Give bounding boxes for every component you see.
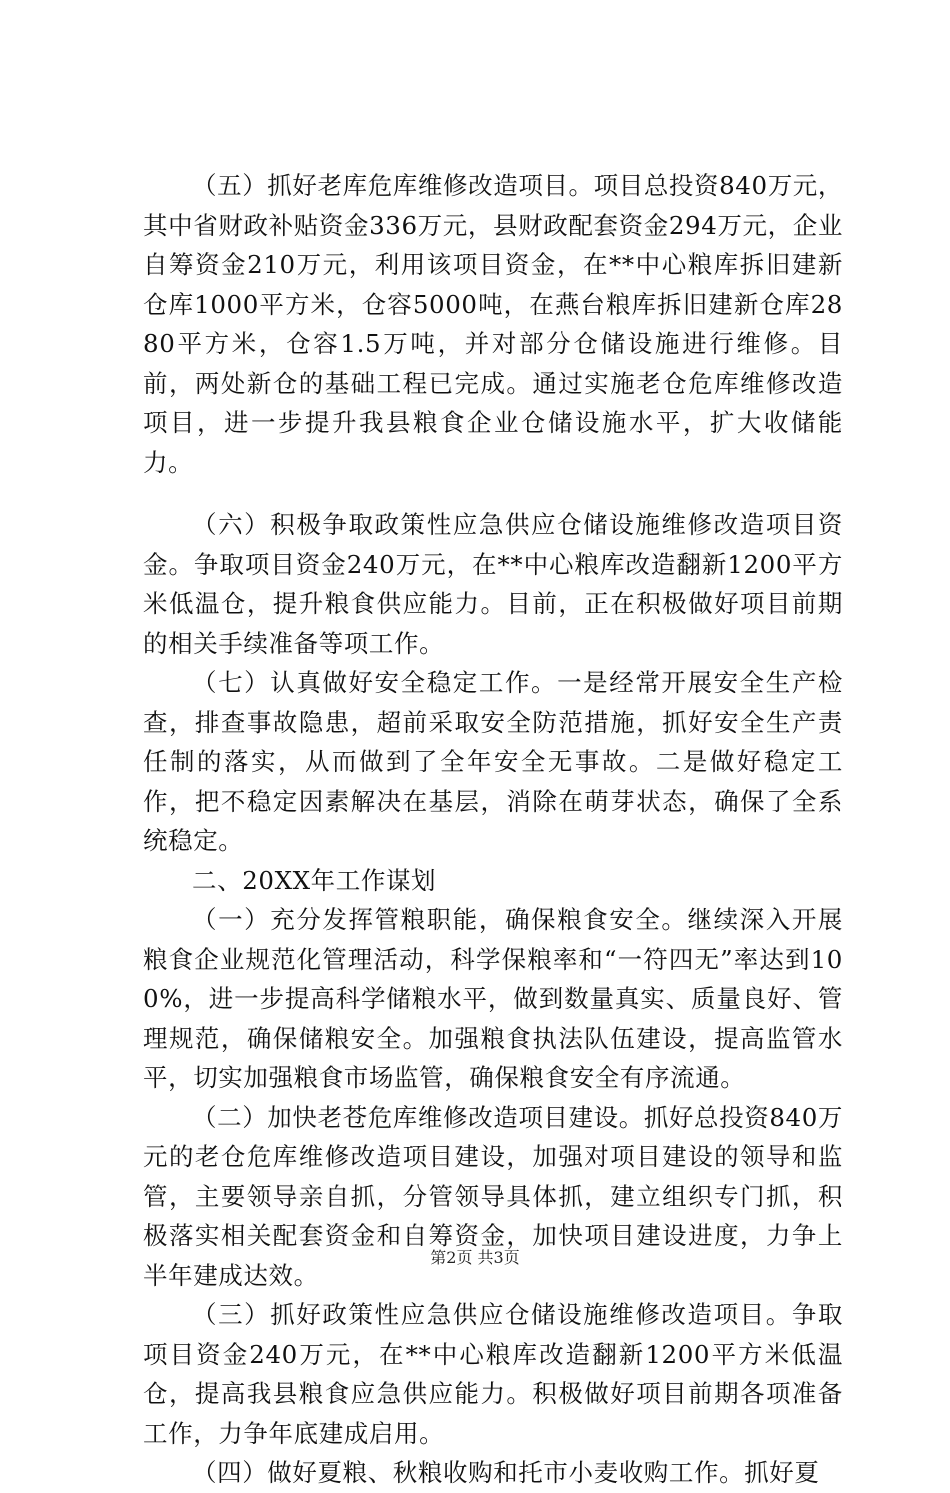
- paragraph-gap: [143, 482, 843, 505]
- section-heading-plan: 二、20XX年工作谋划: [192, 865, 437, 895]
- paragraph-5-old-warehouse: （五）抓好老库危库维修改造项目。项目总投资840万元，其中省财政补贴资金336万元，县财政配套资金294万元，企业自筹资金210万元，利用该项目资金，在**中心粮库拆旧建新仓库1000平方米，仓容5000吨，在燕台粮库拆旧建新仓库2880平方米，仓容1.5万吨，并对部分仓储设施进行维修。目前，两处新仓的基础工程已完成。通过实施老仓危库维修改造项目，进一步提升我县粮食企业仓储设施水平，扩大收储能力。: [143, 171, 843, 477]
- plan-item-1: （一）充分发挥管粮职能，确保粮食安全。继续深入开展粮食企业规范化管理活动，科学保粮率和“一符四无”率达到100%，进一步提高科学储粮水平，做到数量真实、质量良好、管理规范，确保储粮安全。加强粮食执法队伍建设，提高监管水平，切实加强粮食市场监管，确保粮食安全有序流通。: [143, 905, 843, 1092]
- plan-item-3: （三）抓好政策性应急供应仓储设施维修改造项目。争取项目资金240万元，在**中心粮库改造翻新1200平方米低温仓，提高我县粮食应急供应能力。积极做好项目前期各项准备工作，力争年底建成启用。: [143, 1300, 843, 1448]
- document-body: [143, 166, 843, 1493]
- paragraph-6-emergency-storage: （六）积极争取政策性应急供应仓储设施维修改造项目资金。争取项目资金240万元，在**中心粮库改造翻新1200平方米低温仓，提升粮食供应能力。目前，正在积极做好项目前期的相关手续准备等项工作。: [143, 510, 843, 658]
- paragraph-7-safety: （七）认真做好安全稳定工作。一是经常开展安全生产检查，排查事故隐患，超前采取安全防范措施，抓好安全生产责任制的落实，从而做到了全年安全无事故。二是做好稳定工作，把不稳定因素解决在基层，消除在萌芽状态，确保了全系统稳定。: [143, 668, 843, 855]
- plan-item-2: （二）加快老苍危库维修改造项目建设。抓好总投资840万元的老仓危库维修改造项目建设，加强对项目建设的领导和监管，主要领导亲自抓，分管领导具体抓，建立组织专门抓，积极落实相关配套资金和自筹资金，加快项目建设进度，力争上半年建成达效。: [143, 1102, 843, 1290]
- plan-item-4: （四）做好夏粮、秋粮收购和托市小麦收购工作。抓好夏: [192, 1458, 820, 1487]
- page-footer: 第2页 共3页: [430, 1248, 520, 1267]
